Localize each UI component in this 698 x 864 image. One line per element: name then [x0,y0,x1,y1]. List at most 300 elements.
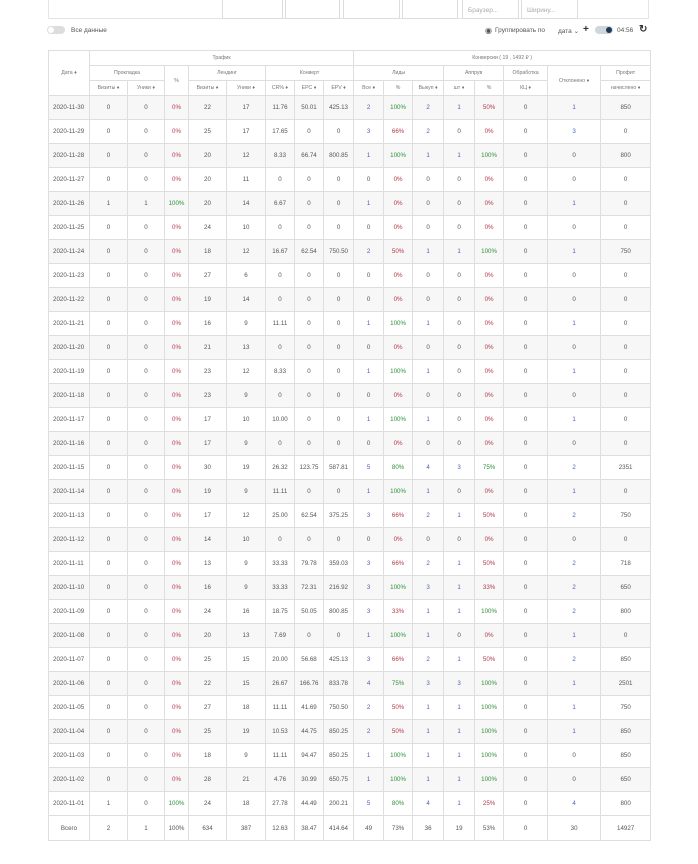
filter-select-2[interactable] [285,0,340,19]
profit-cell: 850 [601,744,651,768]
rejected-cell: 0 [548,528,601,552]
leads-buyout-cell: 0 [413,336,444,360]
leads-pct-cell: 66% [384,504,413,528]
prokladka-visits-cell: 0 [90,168,128,192]
plus-icon[interactable]: + [583,24,589,35]
ctr-cell: 0% [165,240,189,264]
ctr-cell: 0% [165,144,189,168]
prokladka-uniques-cell: 0 [128,744,165,768]
profit-cell: 0 [601,360,651,384]
profit-cell: 0 [601,192,651,216]
leads-all-total-cell: 49 [354,816,384,841]
leads-all-cell[interactable]: 1 [354,768,384,792]
leads-all-cell[interactable]: 1 [354,744,384,768]
prokladka-uniques-cell: 0 [128,96,165,120]
leads-pct-cell: 100% [384,480,413,504]
cr-cell: 0 [266,288,295,312]
leads-pct-cell: 80% [384,456,413,480]
filter-select-3[interactable] [343,0,400,19]
epc-cell: 0 [295,432,324,456]
radio-icon[interactable]: ◉ [485,26,492,35]
ctr-cell: 0% [165,312,189,336]
rejected-cell[interactable]: 2 [548,552,601,576]
leads-all-cell[interactable]: 5 [354,456,384,480]
lending-visits-cell: 30 [189,456,227,480]
rejected-cell[interactable]: 1 [548,96,601,120]
lending-uniques-cell: 10 [227,216,266,240]
column-header[interactable]: Визиты ♦ [189,81,227,96]
date-header[interactable]: Дата ♦ [49,51,90,96]
date-total-cell: Всего [49,816,90,841]
lending-uniques-cell: 14 [227,192,266,216]
rejected-cell[interactable]: 2 [548,648,601,672]
rejected-total-cell: 30 [548,816,601,841]
table-row [49,240,651,264]
leads-buyout-cell[interactable]: 3 [413,576,444,600]
ctr-cell: 0% [165,168,189,192]
rejected-cell[interactable]: 1 [548,624,601,648]
column-header[interactable]: CR% ♦ [266,81,295,96]
approve-count-cell: 1 [444,696,475,720]
cr-cell: 0 [266,528,295,552]
lending-uniques-cell: 9 [227,432,266,456]
cr-cell: 25.00 [266,504,295,528]
leads-buyout-cell[interactable]: 2 [413,552,444,576]
leads-buyout-cell[interactable]: 2 [413,648,444,672]
leads-buyout-cell: 0 [413,432,444,456]
leads-pct-cell: 100% [384,768,413,792]
date-cell: 2020-11-06 [49,672,90,696]
prokladka-visits-cell: 0 [90,96,128,120]
epc-cell: 0 [295,528,324,552]
table-row [49,360,651,384]
leads-buyout-cell[interactable]: 1 [413,240,444,264]
approve-count-cell: 1 [444,240,475,264]
cr-cell: 0 [266,432,295,456]
rejected-cell: 0 [548,168,601,192]
processing-cell: 0 [504,144,548,168]
leads-pct-cell: 0% [384,168,413,192]
leads-pct-cell: 0% [384,192,413,216]
approve-count-cell: 1 [444,648,475,672]
leads-buyout-cell[interactable]: 2 [413,120,444,144]
epc-cell: 0 [295,168,324,192]
leads-buyout-cell: 0 [413,528,444,552]
processing-cell: 0 [504,216,548,240]
leads-pct-cell: 100% [384,360,413,384]
rejected-header[interactable]: Отклонено ♦ [548,66,601,96]
profit-total-cell: 14927 [601,816,651,841]
date-cell: 2020-11-02 [49,768,90,792]
profit-cell: 750 [601,696,651,720]
lending-visits-cell: 20 [189,168,227,192]
approve-pct-cell: 0% [475,264,504,288]
prokladka-visits-cell: 0 [90,720,128,744]
ctr-cell: 0% [165,672,189,696]
epv-cell: 375.25 [324,504,354,528]
leads-pct-cell: 75% [384,672,413,696]
ctr-cell: 100% [165,192,189,216]
lending-uniques-cell: 9 [227,384,266,408]
column-header[interactable]: EPV ♦ [324,81,354,96]
processing-cell: 0 [504,264,548,288]
epv-cell: 425.13 [324,648,354,672]
cr-cell: 11.11 [266,480,295,504]
profit-cell: 2351 [601,456,651,480]
approve-pct-cell: 50% [475,96,504,120]
approve-count-cell: 0 [444,264,475,288]
epc-cell: 50.01 [295,96,324,120]
filter-select-4[interactable] [402,0,458,19]
column-header[interactable]: Уники ♦ [227,81,266,96]
table-row [49,552,651,576]
profit-cell: 0 [601,408,651,432]
cr-cell: 10.53 [266,720,295,744]
prokladka-uniques-cell: 0 [128,696,165,720]
lending-visits-cell: 25 [189,720,227,744]
cr-cell: 10.00 [266,408,295,432]
processing-cell: 0 [504,792,548,816]
ctr-cell: 0% [165,216,189,240]
rejected-cell[interactable]: 1 [548,720,601,744]
approve-count-cell: 0 [444,312,475,336]
leads-all-cell[interactable]: 2 [354,696,384,720]
prokladka-visits-cell: 0 [90,360,128,384]
profit-cell: 0 [601,528,651,552]
leads-all-cell[interactable]: 2 [354,720,384,744]
approve-pct-cell: 50% [475,504,504,528]
epc-cell: 0 [295,336,324,360]
ctr-total-cell: 100% [165,816,189,841]
ctr-cell: 0% [165,600,189,624]
column-header[interactable]: шт ♦ [444,81,475,96]
leads-buyout-cell[interactable]: 1 [413,768,444,792]
leads-buyout-cell[interactable]: 1 [413,696,444,720]
approve-pct-cell: 0% [475,120,504,144]
prokladka-visits-cell: 0 [90,312,128,336]
epc-cell: 50.05 [295,600,324,624]
approve-count-cell: 1 [444,144,475,168]
cr-cell: 26.67 [266,672,295,696]
approve-pct-cell: 0% [475,360,504,384]
leads-all-cell[interactable]: 1 [354,360,384,384]
column-header[interactable]: Визиты ♦ [90,81,128,96]
width-input[interactable] [521,0,578,19]
rejected-cell[interactable]: 1 [548,312,601,336]
ctr-header: % [165,66,189,96]
rejected-cell[interactable]: 2 [548,600,601,624]
cr-cell: 27.78 [266,792,295,816]
prokladka-uniques-cell: 0 [128,240,165,264]
epv-cell: 833.78 [324,672,354,696]
leads-all-cell[interactable]: 4 [354,672,384,696]
leads-buyout-cell[interactable]: 1 [413,360,444,384]
leads-buyout-cell[interactable]: 1 [413,480,444,504]
leads-pct-cell: 100% [384,576,413,600]
rejected-cell[interactable]: 1 [548,408,601,432]
leads-buyout-total-cell: 36 [413,816,444,841]
rejected-cell[interactable]: 1 [548,480,601,504]
lending-uniques-cell: 16 [227,600,266,624]
leads-all-cell[interactable]: 5 [354,792,384,816]
leads-buyout-cell: 0 [413,168,444,192]
epc-cell: 0 [295,624,324,648]
conversions-group-header: Конверсии ( 19 , 1492 ₽ ) [354,51,651,66]
approve-pct-cell: 0% [475,432,504,456]
leads-buyout-cell: 0 [413,192,444,216]
prokladka-uniques-cell: 0 [128,792,165,816]
epv-cell: 0 [324,192,354,216]
leads-all-cell[interactable]: 1 [354,144,384,168]
cr-cell: 20.00 [266,648,295,672]
rejected-cell[interactable]: 2 [548,456,601,480]
prokladka-uniques-cell: 0 [128,672,165,696]
lending-header: Лендинг [189,66,266,81]
leads-all-cell[interactable]: 3 [354,576,384,600]
leads-all-cell: 0 [354,288,384,312]
column-header[interactable]: КЦ ♦ [504,81,548,96]
epc-cell: 62.54 [295,240,324,264]
leads-all-cell[interactable]: 1 [354,624,384,648]
table-body [49,96,651,816]
processing-cell: 0 [504,528,548,552]
approve-pct-cell: 75% [475,456,504,480]
epc-cell: 0 [295,264,324,288]
profit-cell: 2501 [601,672,651,696]
table-row [49,600,651,624]
leads-pct-cell: 50% [384,720,413,744]
cr-cell: 0 [266,384,295,408]
cr-cell: 33.33 [266,576,295,600]
cr-cell: 16.67 [266,240,295,264]
epv-cell: 0 [324,528,354,552]
rejected-cell[interactable]: 1 [548,672,601,696]
date-cell: 2020-11-30 [49,96,90,120]
leads-pct-cell: 66% [384,552,413,576]
column-header[interactable]: Выкуп ♦ [413,81,444,96]
lending-visits-cell: 20 [189,144,227,168]
prokladka-uniques-cell: 1 [128,192,165,216]
profit-cell: 0 [601,168,651,192]
lending-uniques-cell: 12 [227,360,266,384]
date-cell: 2020-11-22 [49,288,90,312]
date-cell: 2020-11-01 [49,792,90,816]
leads-all-cell[interactable]: 3 [354,504,384,528]
leads-pct-cell: 0% [384,336,413,360]
auto-refresh-toggle[interactable] [595,26,613,34]
date-cell: 2020-11-07 [49,648,90,672]
approve-count-cell: 1 [444,720,475,744]
prokladka-visits-cell: 0 [90,504,128,528]
column-header[interactable]: EPC ♦ [295,81,324,96]
leads-all-cell[interactable]: 1 [354,408,384,432]
leads-all-cell[interactable]: 3 [354,648,384,672]
ctr-cell: 0% [165,648,189,672]
rejected-cell[interactable]: 3 [548,120,601,144]
leads-pct-cell: 100% [384,96,413,120]
epc-cell: 30.99 [295,768,324,792]
refresh-icon[interactable]: ↻ [639,24,648,35]
column-header[interactable]: Все ♦ [354,81,384,96]
epc-cell: 72.31 [295,576,324,600]
date-cell: 2020-11-11 [49,552,90,576]
leads-buyout-cell[interactable]: 1 [413,144,444,168]
approve-pct-cell: 0% [475,408,504,432]
cr-cell: 11.76 [266,96,295,120]
lending-visits-cell: 17 [189,408,227,432]
prokladka-uniques-cell: 0 [128,312,165,336]
width-placeholder: Ширину... [527,7,556,14]
ctr-cell: 0% [165,288,189,312]
leads-all-cell: 0 [354,168,384,192]
prokladka-visits-cell: 0 [90,768,128,792]
rejected-cell[interactable]: 2 [548,504,601,528]
date-cell: 2020-11-29 [49,120,90,144]
prokladka-uniques-cell: 0 [128,480,165,504]
cr-cell: 33.33 [266,552,295,576]
group-by-select[interactable]: дата ⌄ [558,28,580,35]
leads-pct-total-cell: 73% [384,816,413,841]
leads-buyout-cell[interactable]: 4 [413,456,444,480]
prokladka-uniques-cell: 0 [128,336,165,360]
epv-cell: 0 [324,312,354,336]
leads-buyout-cell[interactable]: 3 [413,672,444,696]
table-row [49,264,651,288]
epv-cell: 650.75 [324,768,354,792]
date-cell: 2020-11-26 [49,192,90,216]
table-row [49,528,651,552]
leads-buyout-cell[interactable]: 1 [413,624,444,648]
leads-all-cell[interactable]: 2 [354,240,384,264]
table-row [49,672,651,696]
approve-count-cell: 0 [444,120,475,144]
column-header[interactable]: Уники ♦ [128,81,165,96]
lending-visits-cell: 19 [189,480,227,504]
column-header[interactable]: начислено ♦ [601,81,651,96]
approve-count-cell: 0 [444,192,475,216]
rejected-cell: 0 [548,216,601,240]
profit-cell: 0 [601,384,651,408]
filter-select-1[interactable] [222,0,283,19]
processing-cell: 0 [504,744,548,768]
lending-visits-cell: 18 [189,240,227,264]
processing-cell: 0 [504,624,548,648]
table-row [49,720,651,744]
leads-buyout-cell[interactable]: 2 [413,96,444,120]
rejected-cell[interactable]: 4 [548,792,601,816]
processing-cell: 0 [504,672,548,696]
leads-all-cell[interactable]: 3 [354,120,384,144]
cr-cell: 7.69 [266,624,295,648]
epv-cell: 0 [324,216,354,240]
epc-cell: 0 [295,216,324,240]
approve-pct-cell: 0% [475,384,504,408]
lending-visits-cell: 25 [189,648,227,672]
leads-buyout-cell[interactable]: 1 [413,744,444,768]
leads-all-cell: 0 [354,216,384,240]
leads-buyout-cell[interactable]: 4 [413,792,444,816]
rejected-cell[interactable]: 2 [548,576,601,600]
lending-visits-cell: 19 [189,288,227,312]
processing-cell: 0 [504,768,548,792]
leads-pct-cell: 33% [384,600,413,624]
date-cell: 2020-11-19 [49,360,90,384]
leads-buyout-cell[interactable]: 1 [413,600,444,624]
browser-input[interactable] [462,0,519,19]
profit-cell: 718 [601,552,651,576]
leads-buyout-cell[interactable]: 2 [413,504,444,528]
rejected-cell[interactable]: 1 [548,696,601,720]
approve-count-cell: 1 [444,744,475,768]
processing-cell: 0 [504,456,548,480]
rejected-cell: 0 [548,384,601,408]
leads-all-cell: 0 [354,264,384,288]
rejected-cell[interactable]: 1 [548,192,601,216]
lending-visits-cell: 24 [189,216,227,240]
lending-visits-cell: 17 [189,432,227,456]
date-cell: 2020-11-18 [49,384,90,408]
leads-all-cell[interactable]: 1 [354,312,384,336]
leads-pct-cell: 66% [384,648,413,672]
epv-cell: 0 [324,408,354,432]
leads-all-cell[interactable]: 1 [354,192,384,216]
approve-count-cell: 0 [444,168,475,192]
approve-pct-cell: 0% [475,312,504,336]
refresh-time: 04:56 [617,27,634,34]
approve-pct-cell: 0% [475,528,504,552]
processing-cell: 0 [504,312,548,336]
date-cell: 2020-11-12 [49,528,90,552]
date-cell: 2020-11-09 [49,600,90,624]
lending-uniques-cell: 13 [227,624,266,648]
lending-visits-cell: 14 [189,528,227,552]
epc-cell: 0 [295,408,324,432]
processing-cell: 0 [504,648,548,672]
ctr-cell: 0% [165,552,189,576]
rejected-cell[interactable]: 1 [548,240,601,264]
leads-all-cell[interactable]: 3 [354,552,384,576]
leads-all-cell[interactable]: 1 [354,480,384,504]
prokladka-visits-total-cell: 2 [90,816,128,841]
cr-cell: 4.76 [266,768,295,792]
ctr-cell: 0% [165,336,189,360]
leads-pct-cell: 0% [384,288,413,312]
leads-all-cell[interactable]: 2 [354,96,384,120]
leads-buyout-cell[interactable]: 1 [413,408,444,432]
epv-cell: 0 [324,360,354,384]
rejected-cell: 0 [548,144,601,168]
leads-all-cell[interactable]: 3 [354,600,384,624]
lending-visits-cell: 20 [189,192,227,216]
rejected-cell[interactable]: 1 [548,360,601,384]
lending-visits-cell: 22 [189,96,227,120]
epv-cell: 850.25 [324,720,354,744]
prokladka-uniques-cell: 0 [128,360,165,384]
prokladka-visits-cell: 0 [90,432,128,456]
processing-cell: 0 [504,552,548,576]
prokladka-uniques-cell: 0 [128,456,165,480]
leads-buyout-cell[interactable]: 1 [413,312,444,336]
leads-buyout-cell[interactable]: 1 [413,720,444,744]
lending-visits-cell: 24 [189,600,227,624]
date-cell: 2020-11-17 [49,408,90,432]
all-data-toggle[interactable] [47,26,65,34]
prokladka-visits-cell: 0 [90,144,128,168]
rejected-cell: 0 [548,264,601,288]
table-row [49,744,651,768]
table-row [49,504,651,528]
table-row [49,96,651,120]
